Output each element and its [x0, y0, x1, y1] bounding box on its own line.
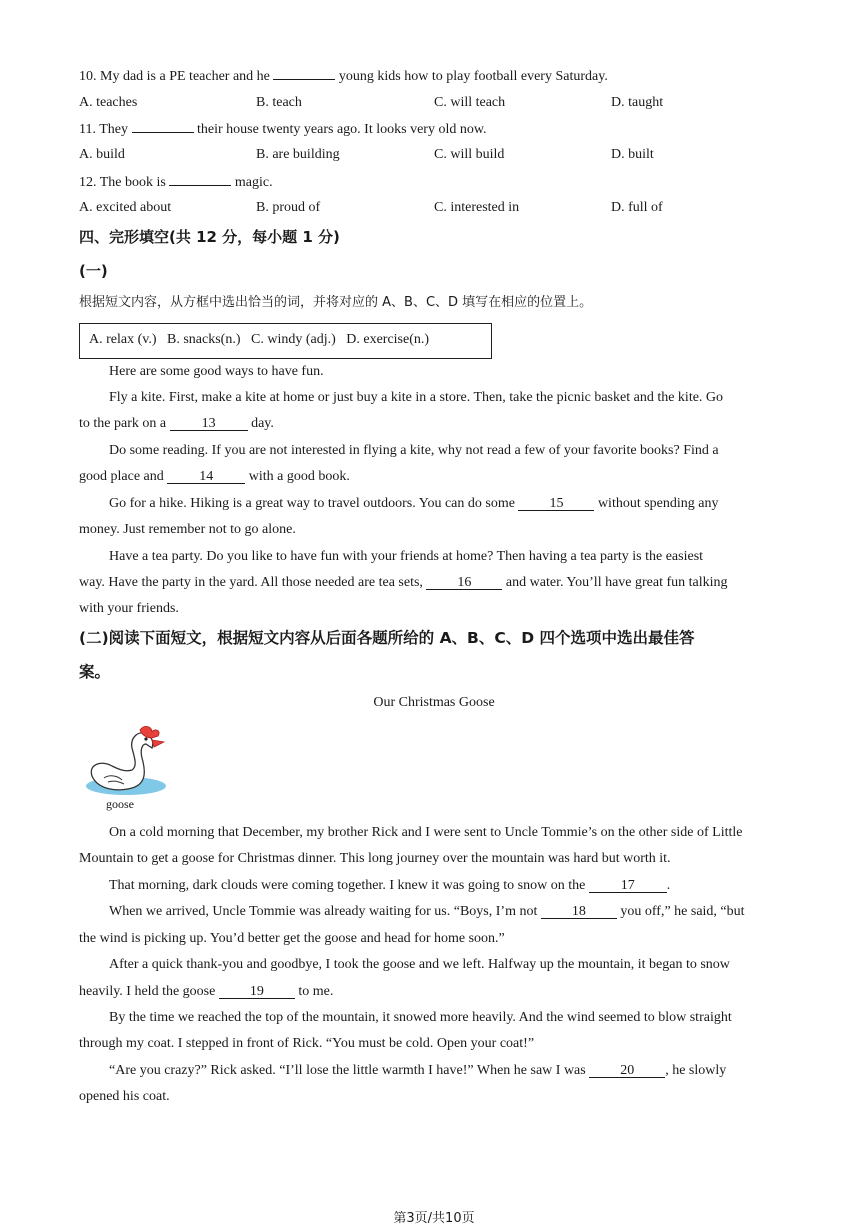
question-12-stem: 12. The book is magic. — [79, 175, 273, 190]
option-d: D. built — [611, 147, 654, 162]
blank-13: 13 — [170, 415, 248, 431]
passage1-paragraph: with your friends. — [79, 601, 179, 616]
blank-20: 20 — [589, 1062, 665, 1078]
blank-19: 19 — [219, 983, 295, 999]
option-c: C. interested in — [434, 200, 520, 215]
passage2-paragraph: opened his coat. — [79, 1089, 170, 1104]
word-box — [79, 323, 492, 359]
passage1-line: Go for a hike. Hiking is a great way to travel outdoors. You can do some 15 without spending any — [109, 496, 719, 511]
option-c: C. will build — [434, 147, 505, 162]
answer-blank — [132, 120, 194, 133]
answer-blank — [273, 67, 335, 80]
passage1-paragraph: money. Just remember not to go alone. — [79, 522, 296, 537]
passage2-paragraph: Mountain to get a goose for Christmas dinner. This long journey over the mountain was hard but worth it. — [79, 851, 671, 866]
passage2-line: heavily. I held the goose 19 to me. — [79, 984, 334, 999]
option-d: D. taught — [611, 95, 664, 110]
blank-17: 17 — [589, 877, 667, 893]
question-12-options — [79, 199, 779, 217]
passage2-paragraph: the wind is picking up. You’d better get the goose and head for home soon.” — [79, 931, 505, 946]
option-b: B. teach — [256, 95, 302, 110]
option-a: A. build — [79, 147, 125, 162]
option-b: B. proud of — [256, 200, 321, 215]
goose-caption: goose — [106, 797, 134, 811]
story-title: Our Christmas Goose — [373, 695, 495, 710]
passage1-line: good place and 14 with a good book. — [79, 469, 350, 484]
option-b: B. are building — [256, 147, 340, 162]
blank-18: 18 — [541, 903, 617, 919]
passage2-line: When we arrived, Uncle Tommie was already waiting for us. “Boys, I’m not 18 you off,” he said, “but — [109, 904, 745, 919]
option-d: D. full of — [611, 200, 663, 215]
blank-14: 14 — [167, 468, 245, 484]
part-2-title: (二)阅读下面短文，根据短文内容从后面各题所给的 A、B、C、D 四个选项中选出最佳答 — [79, 629, 695, 647]
passage1-paragraph: Have a tea party. Do you like to have fun with your friends at home? Then having a tea party is the easiest — [109, 549, 704, 564]
answer-blank — [169, 173, 231, 186]
passage1-line: to the park on a 13 day. — [79, 416, 274, 431]
option-a: A. teaches — [79, 95, 138, 110]
passage2-paragraph: through my coat. I stepped in front of Rick. “You must be cold. Open your coat!” — [79, 1036, 535, 1051]
passage1-paragraph: Here are some good ways to have fun. — [109, 364, 324, 379]
passage1-paragraph: Fly a kite. First, make a kite at home or just buy a kite in a store. Then, take the picnic basket and the kite. Go — [109, 390, 724, 405]
question-11-options — [79, 146, 779, 164]
page-number: 第3页/共10页 — [393, 1211, 475, 1226]
option-c: C. will teach — [434, 95, 506, 110]
passage1-line: way. Have the party in the yard. All those needed are tea sets, 16 and water. You’ll have great fun talking — [79, 575, 728, 590]
question-10-options — [79, 94, 779, 112]
blank-16: 16 — [426, 574, 502, 590]
question-11-stem: 11. They their house twenty years ago. It looks very old now. — [79, 122, 487, 137]
passage1-paragraph: Do some reading. If you are not interested in flying a kite, why not read a few of your favorite books? Find a — [109, 443, 719, 458]
passage2-paragraph: After a quick thank-you and goodbye, I took the goose and we left. Halfway up the mountain, it began to snow — [109, 957, 730, 972]
passage2-paragraph: On a cold morning that December, my brother Rick and I were sent to Uncle Tommie’s on the other side of Little — [109, 825, 743, 840]
passage2-line: “Are you crazy?” Rick asked. “I’ll lose the little warmth I have!” When he saw I was 20 , he slowly — [109, 1063, 727, 1078]
section-4-title: 四、完形填空(共 12 分，每小题 1 分) — [79, 228, 340, 246]
option-a: A. excited about — [79, 200, 172, 215]
blank-15: 15 — [518, 495, 594, 511]
word-box-options: A. relax (v.) B. snacks(n.) C. windy (adj.) D. exercise(n.) — [89, 332, 430, 347]
part-1-label: (一) — [79, 262, 108, 280]
part-1-instruction: 根据短文内容，从方框中选出恰当的词，并将对应的 A、B、C、D 填写在相应的位置上。 — [79, 295, 593, 310]
passage2-paragraph: By the time we reached the top of the mountain, it snowed more heavily. And the wind seemed to blow straight — [109, 1010, 732, 1025]
part-2-title-cont: 案。 — [79, 663, 111, 681]
question-10-stem: 10. My dad is a PE teacher and he young kids how to play football every Saturday. — [79, 69, 608, 84]
passage2-line: That morning, dark clouds were coming together. I knew it was going to snow on the 17 . — [109, 878, 671, 893]
